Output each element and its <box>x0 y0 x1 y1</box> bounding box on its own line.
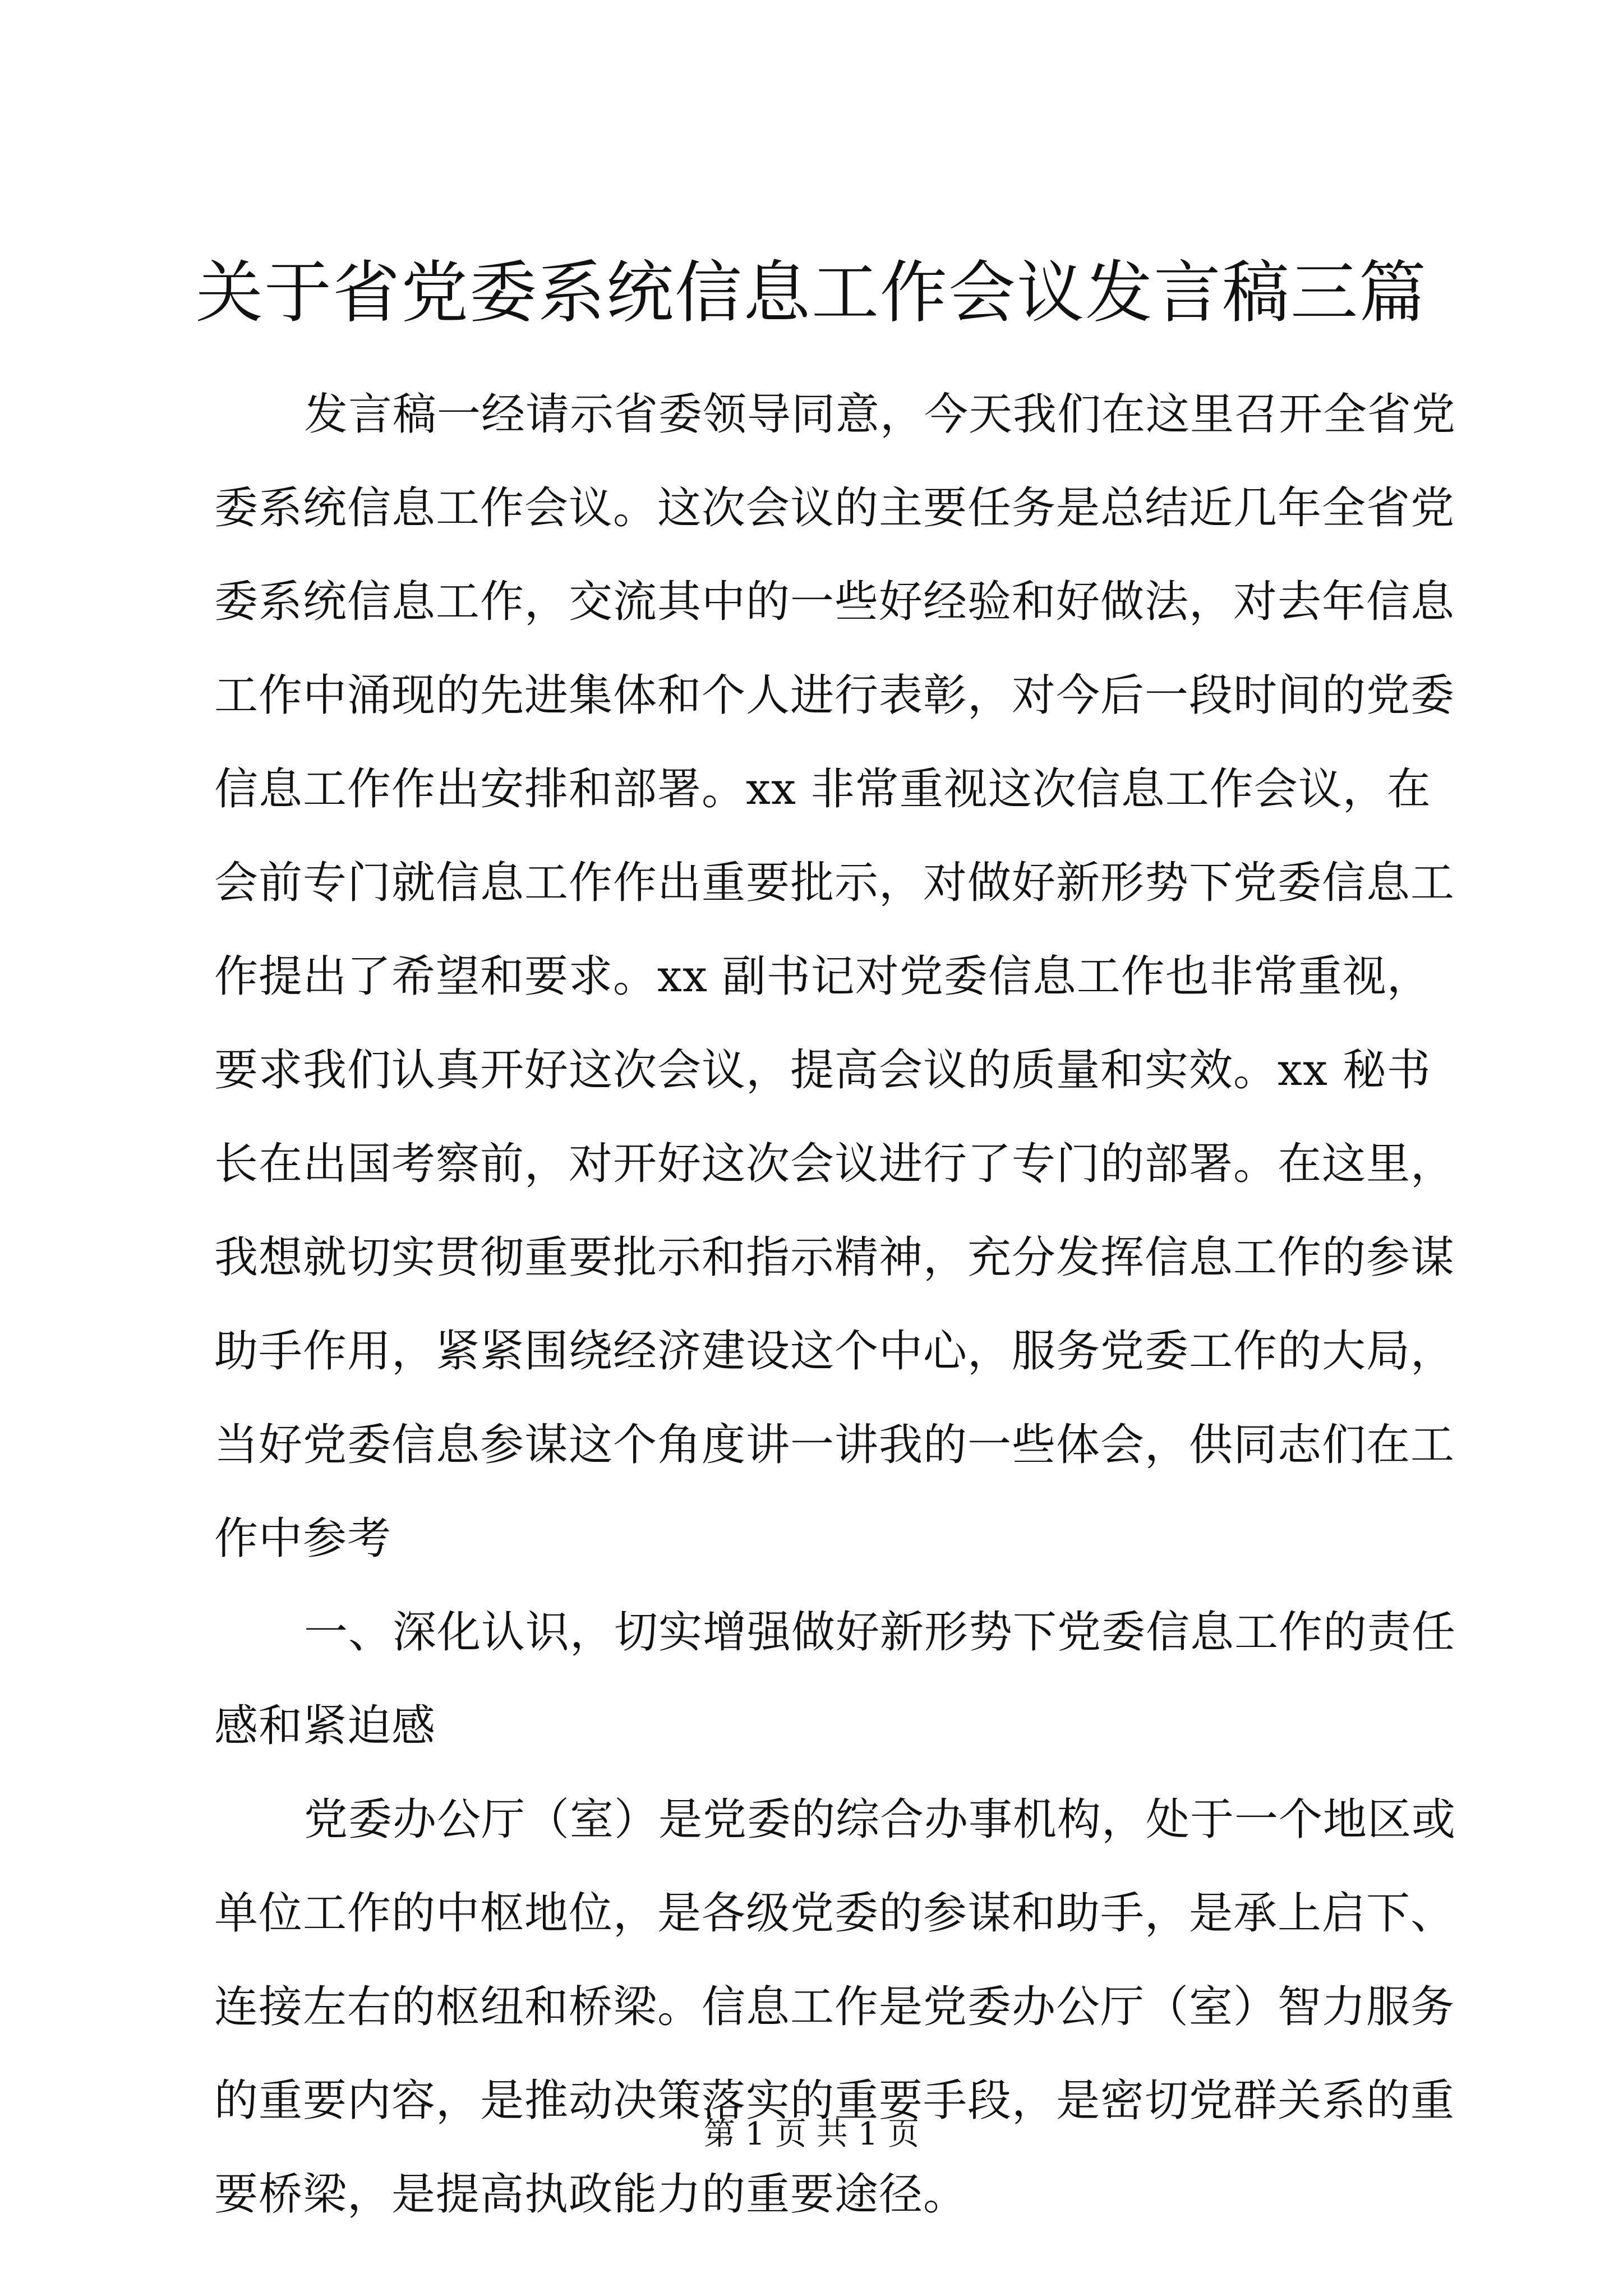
paragraph-line: 单位工作的中枢地位，是各级党委的参谋和助手，是承上启下、 <box>214 1888 1455 1939</box>
paragraph-line: 我想就切实贯彻重要批示和指示精神，充分发挥信息工作的参谋 <box>214 1232 1455 1283</box>
paragraph-line: 当好党委信息参谋这个角度讲一讲我的一些体会，供同志们在工 <box>214 1420 1455 1470</box>
paragraph-line: 会前专门就信息工作作出重要批示，对做好新形势下党委信息工 <box>214 858 1455 908</box>
paragraph-line: 作中参考 <box>214 1513 392 1564</box>
paragraph-line: 要求我们认真开好这次会议，提高会议的质量和实效。xx 秘书 <box>214 1045 1431 1096</box>
paragraph-line: 工作中涌现的先进集体和个人进行表彰，对今后一段时间的党委 <box>214 670 1455 721</box>
section-heading-line: 一、深化认识，切实增强做好新形势下党委信息工作的责任 <box>304 1607 1456 1658</box>
document-title: 关于省党委系统信息工作会议发言稿三篇 <box>196 254 1427 332</box>
section-heading-line: 感和紧迫感 <box>214 1701 436 1751</box>
paragraph-line: 作提出了希望和要求。xx 副书记对党委信息工作也非常重视， <box>214 951 1431 1002</box>
paragraph-line: 信息工作作出安排和部署。xx 非常重视这次信息工作会议，在 <box>214 764 1431 815</box>
paragraph-line: 要桥梁，是提高执政能力的重要途径。 <box>214 2169 968 2220</box>
paragraph-line: 党委办公厅（室）是党委的综合办事机构，处于一个地区或 <box>304 1795 1456 1845</box>
paragraph-line: 委系统信息工作，交流其中的一些好经验和好做法，对去年信息 <box>214 577 1455 627</box>
paragraph-line: 的重要内容，是推动决策落实的重要手段，是密切党群关系的重 <box>214 2076 1455 2126</box>
paragraph-line: 委系统信息工作会议。这次会议的主要任务是总结近几年全省党 <box>214 483 1455 533</box>
paragraph-line: 助手作用，紧紧围绕经济建设这个中心，服务党委工作的大局， <box>214 1326 1455 1377</box>
page-footer: 第 1 页 共 1 页 <box>703 2116 920 2152</box>
paragraph-line: 长在出国考察前，对开好这次会议进行了专门的部署。在这里， <box>214 1139 1455 1189</box>
paragraph-line: 连接左右的枢纽和桥梁。信息工作是党委办公厅（室）智力服务 <box>214 1982 1455 2032</box>
document-body <box>214 368 1456 2242</box>
paragraph-line: 发言稿一经请示省委领导同意，今天我们在这里召开全省党 <box>304 389 1456 440</box>
